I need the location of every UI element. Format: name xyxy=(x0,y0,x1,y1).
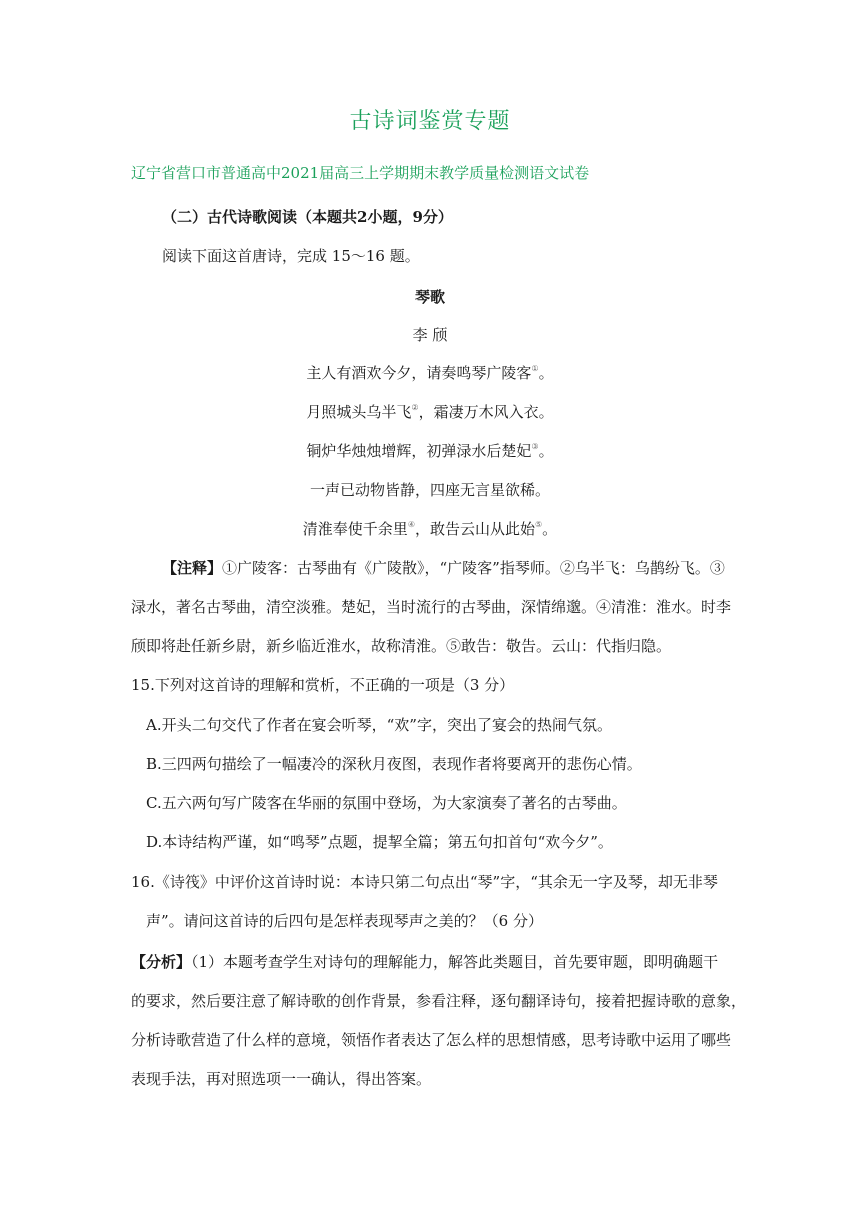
poem-line: 一声已动物皆静，四座无言星欲稀。 xyxy=(309,481,550,499)
question-16-stem-cont: 声”。请问这首诗的后四句是怎样表现琴声之美的？（6 分） xyxy=(146,912,543,930)
question-15-option-b: B.三四两句描绘了一幅凄冷的深秋月夜图，表现作者将要离开的悲伤心情。 xyxy=(146,755,642,773)
analysis-line: 分析诗歌营造了什么样的意境，领悟作者表达了怎么样的思想情感，思考诗歌中运用了哪些 xyxy=(131,1031,732,1049)
section-heading: （二）古代诗歌阅读（本题共2小题，9分） xyxy=(162,208,453,226)
footnote-marker: ③ xyxy=(531,442,539,451)
poem-line: 清淮奉使千余里④，敢告云山从此始⑤。 xyxy=(302,520,558,538)
annotation-line: 【注释】①广陵客：古琴曲有《广陵散》，“广陵客”指琴师。②乌半飞：乌鹊纷飞。③ xyxy=(162,559,725,577)
analysis-line: 【分析】（1）本题考查学生对诗句的理解能力，解答此类题目，首先要审题，即明确题干 xyxy=(131,953,719,971)
footnote-marker: ④ xyxy=(407,520,415,529)
annotation-line: 颀即将赴任新乡尉，新乡临近淮水，故称清淮。⑤敢告：敬告。云山：代指归隐。 xyxy=(131,637,672,655)
footnote-marker: ⑤ xyxy=(535,520,543,529)
annotation-label: 【注释】 xyxy=(162,559,223,577)
poem-line: 月照城头乌半飞②，霜凄万木风入衣。 xyxy=(306,403,554,421)
analysis-line: 的要求，然后要注意了解诗歌的创作背景，参看注释，逐句翻译诗句，接着把握诗歌的意象， xyxy=(131,992,747,1010)
poem-title: 琴歌 xyxy=(414,288,445,306)
page-title: 古诗词鉴赏专题 xyxy=(349,109,511,134)
question-16-stem: 16.《诗筏》中评价这首诗时说：本诗只第二句点出“琴”字，“其余无一字及琴，却无非琴 xyxy=(131,873,718,891)
reading-instruction: 阅读下面这首唐诗，完成 15～16 题。 xyxy=(162,247,420,265)
poem-author: 李 颀 xyxy=(412,326,448,344)
analysis-label: 【分析】 xyxy=(131,953,192,971)
footnote-marker: ① xyxy=(531,364,539,373)
question-15-stem: 15.下列对这首诗的理解和赏析，不正确的一项是（3 分） xyxy=(131,676,515,694)
question-15-option-d: D.本诗结构严谨，如“鸣琴”点题，提挈全篇；第五句扣首句“欢今夕”。 xyxy=(146,833,613,851)
question-15-option-a: A.开头二句交代了作者在宴会听琴，“欢”字，突出了宴会的热闹气氛。 xyxy=(146,716,612,734)
annotation-line: 渌水，著名古琴曲，清空淡雅。楚妃，当时流行的古琴曲，深情绵邈。④清淮：淮水。时李 xyxy=(131,598,732,616)
poem-line: 铜炉华烛烛增辉，初弹渌水后楚妃③。 xyxy=(306,442,554,460)
footnote-marker: ② xyxy=(411,403,419,412)
analysis-line: 表现手法，再对照选项一一确认，得出答案。 xyxy=(131,1070,432,1088)
poem-line: 主人有酒欢今夕，请奏鸣琴广陵客①。 xyxy=(306,364,554,382)
question-15-option-c: C.五六两句写广陵客在华丽的氛围中登场，为大家演奏了著名的古琴曲。 xyxy=(146,794,627,812)
exam-source: 辽宁省营口市普通高中2021届高三上学期期末教学质量检测语文试卷 xyxy=(131,164,590,182)
